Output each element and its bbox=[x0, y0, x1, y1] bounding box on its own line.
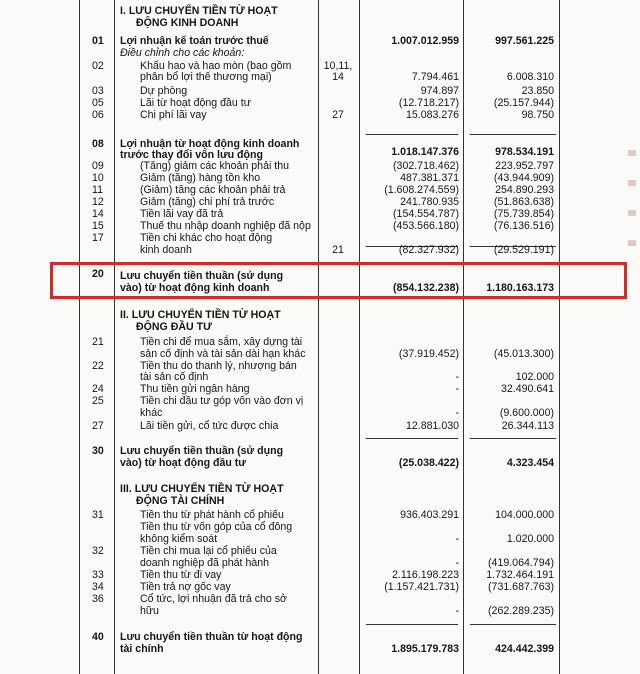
current-year-column-rule bbox=[463, 0, 464, 674]
cash-flow-statement-page: I. LƯU CHUYỂN TIỀN TỪ HOẠT ĐỘNG KINH DOANH 01 Lợi nhuận kế toán trước thuế 1.007.012.959 997.561.225 Điều chỉnh cho các khoản: 02 Khấu hao và hao mòn (bao gồm phân bổ lợi thế thương mại) 10,11, 14 7.794.461 6.008.310 03 Dự phòng 974.897 23.850 05 Lãi từ hoạt động đầu tư (12.718.217) (25.157.944) 06 Chi phí lãi vay 27 15.083.276 98.750 08 Lợi nhuận từ hoạt động kinh doanh trước thay đổi vốn lưu động 1.018.147.376 978.534.191 09 (Tăng) giảm các khoản phải thu (302.718.462) 223.952.797 10 Giảm (tăng) hàng tồn kho 487.381.371 (43.944.909) 11 (Giảm) tăng các khoản phải trả (1.608.274.559) 254.890.293 12 Giảm (tăng) chi phí trả trước 241.780.935 (51.863.638) 14 Tiền lãi vay đã trả (154.554.787) (75.739.854) 15 Thuế thu nhập doanh nghiệp đã nộp (453.566.180) (76.136.516) 17 Tiền chi khác cho hoạt động kinh doanh 21 (82.327.932) (29.529.191) 20 Lưu chuyển tiền thuần (sử dụng vào) từ hoạt động kinh doanh (854.132.238) 1.180.163.173 II. LƯU CHUYỂN TIỀN TỪ HOẠT ĐỘNG ĐẦU TƯ 21 Tiền chi để mua sắm, xây dựng tài sản cố định và tài sản dài hạn khác (37.919.452) (45.013.300) 22 Tiền thu do thanh lý, nhượng bán tài sản cố định - 102.000 24 Thu tiền gửi ngân hàng - 32.490.641 25 Tiền chi đầu tư góp vốn vào đơn vị khác - (9.600.000) 27 Lãi tiền gửi, cổ tức được chia 12.881.030 26.344.113 30 Lưu chuyển tiền thuần (sử dụng vào) từ hoạt động đầu tư (25.038.422) 4.323.454 III. LƯU CHUYỂN TIỀN TỪ HOẠT ĐỘNG TÀI CHÍNH 31 Tiền thu từ phát hành cổ phiếu 936.403.291 104.000.000 Tiền thu từ vốn góp của cổ đông không kiểm soát - 1.020.000 32 Tiền chi mua lại cổ phiếu của doanh nghiệp đã phát hành - (419.064.794) 33 Tiền thu từ đi vay 2.116.198.223 1.732.464.191 34 Tiền trả nợ gốc vay (1.157.421.731) (731.687.763) 36 Cổ tức, lợi nhuận đã trả cho sở hữu - (262.289.235) 40 Lưu chuyển tiền thuần từ hoạt động tài chính 1.895.179.783 424.442.399 bbox=[0, 0, 640, 674]
code-column-rule bbox=[114, 0, 115, 674]
right-border bbox=[559, 0, 560, 674]
adjustments-label: Điều chỉnh cho các khoản: bbox=[120, 47, 245, 59]
section-title-financing: ĐỘNG TÀI CHÍNH bbox=[136, 495, 225, 507]
stamp-mark bbox=[628, 240, 636, 246]
subtotal-rule bbox=[470, 624, 556, 625]
subtotal-rule bbox=[470, 134, 556, 135]
stamp-mark bbox=[628, 180, 636, 186]
stamp-mark bbox=[628, 150, 636, 156]
subtotal-rule bbox=[366, 624, 458, 625]
stamp-mark bbox=[628, 210, 636, 216]
description-column-rule bbox=[318, 0, 319, 674]
subtotal-rule bbox=[470, 438, 556, 439]
section-title-investing: ĐỘNG ĐẦU TƯ bbox=[136, 321, 212, 333]
subtotal-rule bbox=[366, 438, 458, 439]
highlight-box bbox=[50, 262, 627, 299]
section-title-financing: III. LƯU CHUYỂN TIỀN TỪ HOẠT bbox=[120, 483, 284, 495]
section-title-investing: II. LƯU CHUYỂN TIỀN TỪ HOẠT bbox=[120, 309, 281, 321]
left-border bbox=[79, 0, 80, 674]
section-title-operating: I. LƯU CHUYỂN TIỀN TỪ HOẠT bbox=[120, 5, 278, 17]
section-title-operating: ĐỘNG KINH DOANH bbox=[136, 17, 239, 29]
subtotal-rule bbox=[366, 134, 458, 135]
note-column-rule bbox=[359, 0, 360, 674]
